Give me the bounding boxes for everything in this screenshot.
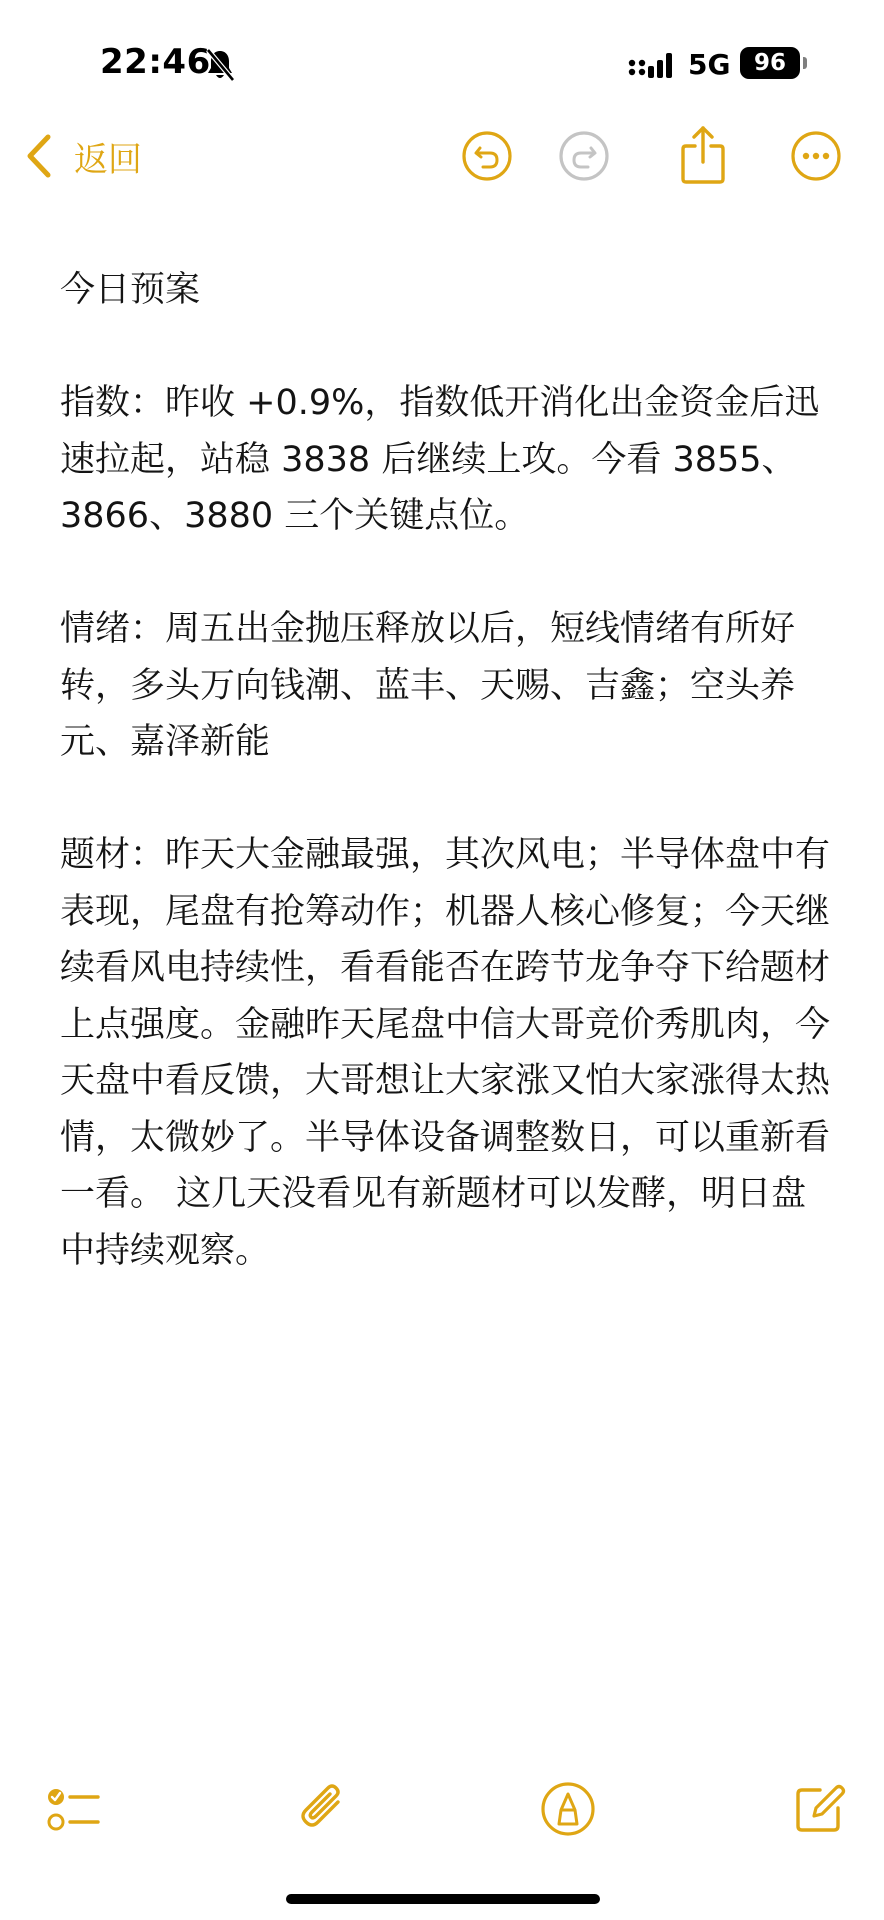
note-title: 今日预案 — [60, 270, 201, 310]
more-icon[interactable] — [790, 130, 842, 182]
share-icon[interactable] — [678, 124, 728, 186]
back-label: 返回 — [74, 139, 142, 180]
redo-icon[interactable] — [558, 130, 610, 182]
compose-icon[interactable] — [790, 1780, 848, 1838]
paperclip-icon[interactable] — [294, 1780, 352, 1838]
bell-slash-icon — [205, 48, 235, 82]
network-type: 5G — [688, 48, 731, 81]
markup-pen-icon[interactable] — [539, 1780, 597, 1838]
cellular-signal-icon — [628, 52, 674, 78]
status-time: 22:46 — [100, 42, 211, 82]
note-body[interactable] — [60, 262, 840, 1279]
note-paragraph-index: 指数：昨收 +0.9%，指数低开消化出金资金后迅速拉起，站稳 3838 后继续上攻。今看 3855、3866、3880 三个关键点位。 — [60, 383, 820, 536]
undo-icon[interactable] — [461, 130, 513, 182]
status-bar — [0, 0, 884, 120]
note-paragraph-themes: 题材：昨天大金融最强，其次风电；半导体盘中有表现，尾盘有抢筹动作；机器人核心修复；今天继续看风电持续性，看看能否在跨节龙争夺下给题材上点强度。金融昨天尾盘中信大哥竞价秀肌肉，今天盘中看反馈，大哥想让大家涨又怕大家涨得太热情，太微妙了。半导体设备调整数日，可以重新看一看。 这几天没看见有新题材可以发酵，明日盘中持续观察。 — [60, 835, 831, 1271]
note-paragraph-sentiment: 情绪：周五出金抛压释放以后，短线情绪有所好转，多头万向钱潮、蓝丰、天赐、吉鑫；空头养元、嘉泽新能 — [60, 609, 796, 762]
battery-tip — [803, 57, 807, 69]
home-indicator[interactable] — [286, 1894, 600, 1904]
blank-line — [60, 319, 840, 376]
blank-line — [60, 771, 840, 828]
back-button[interactable] — [22, 128, 142, 184]
chevron-left-icon — [22, 131, 56, 181]
blank-line — [60, 545, 840, 602]
checklist-icon[interactable] — [44, 1780, 102, 1838]
battery-indicator: 96 — [740, 47, 800, 79]
